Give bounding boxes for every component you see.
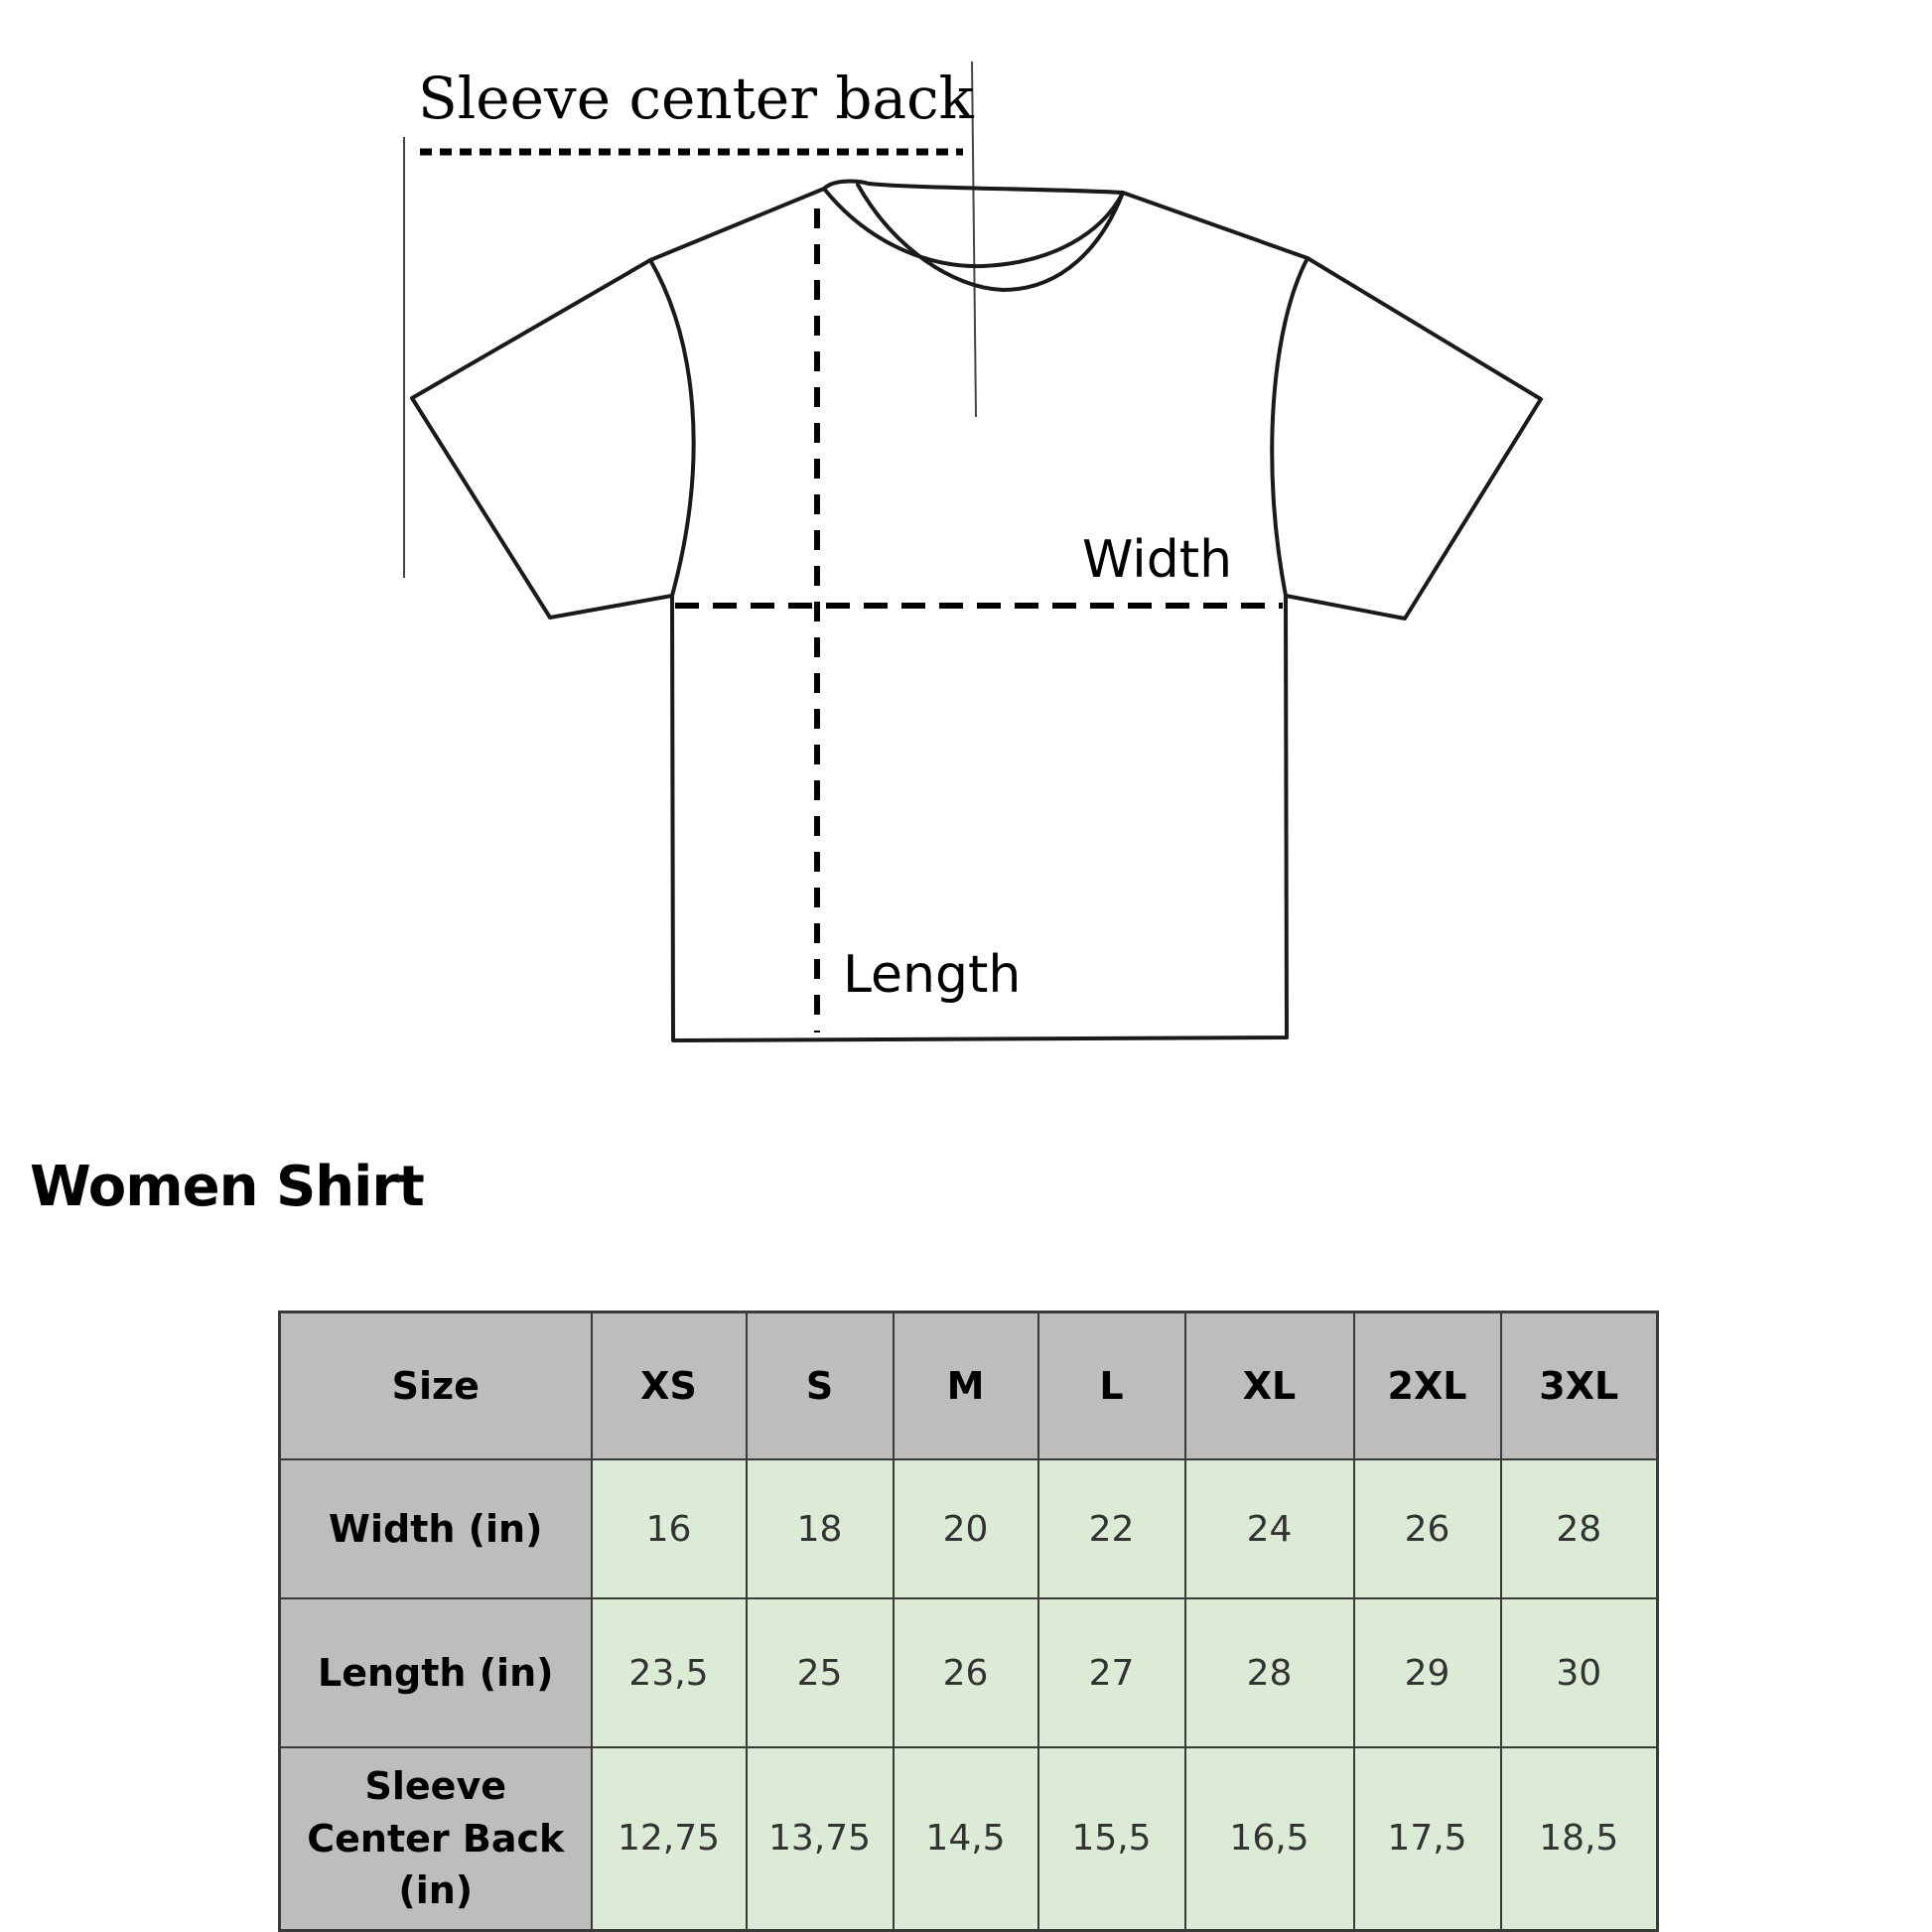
table-cell: 28 (1185, 1598, 1354, 1747)
table-cell: 22 (1038, 1459, 1185, 1598)
table-row-length (280, 1598, 1658, 1747)
size-3xl: 3XL (1501, 1312, 1658, 1460)
table-cell: 30 (1501, 1598, 1658, 1747)
table-cell: 20 (894, 1459, 1038, 1598)
row-label: Length (in) (280, 1598, 592, 1747)
size-xl: XL (1185, 1312, 1354, 1460)
sleeve-center-back-label: Sleeve center back (418, 65, 974, 132)
row-label: Sleeve Center Back (in) (280, 1747, 592, 1930)
table-cell: 18,5 (1501, 1747, 1658, 1930)
size-header: Size (280, 1312, 592, 1460)
size-xs: XS (592, 1312, 747, 1460)
table-row-sleeve (280, 1747, 1658, 1930)
table-cell: 15,5 (1038, 1747, 1185, 1930)
table-cell: 26 (1354, 1459, 1501, 1598)
width-label: Width (1082, 530, 1233, 590)
table-cell: 14,5 (894, 1747, 1038, 1930)
size-s: S (747, 1312, 894, 1460)
table-cell: 13,75 (747, 1747, 894, 1930)
size-l: L (1038, 1312, 1185, 1460)
chart-title: Women Shirt (30, 1155, 424, 1219)
row-label: Width (in) (280, 1459, 592, 1598)
table-cell: 25 (747, 1598, 894, 1747)
size-chart-table (278, 1311, 1659, 1932)
table-cell: 27 (1038, 1598, 1185, 1747)
table-cell: 26 (894, 1598, 1038, 1747)
table-cell: 23,5 (592, 1598, 747, 1747)
table-cell: 29 (1354, 1598, 1501, 1747)
table-cell: 16,5 (1185, 1747, 1354, 1930)
table-cell: 18 (747, 1459, 894, 1598)
size-2xl: 2XL (1354, 1312, 1501, 1460)
tshirt-outline (412, 182, 1541, 1040)
header-row (280, 1312, 1658, 1460)
table-cell: 24 (1185, 1459, 1354, 1598)
table-cell: 17,5 (1354, 1747, 1501, 1930)
table-row-width (280, 1459, 1658, 1598)
length-label: Length (843, 945, 1022, 1005)
size-m: M (894, 1312, 1038, 1460)
table-cell: 12,75 (592, 1747, 747, 1930)
table-cell: 28 (1501, 1459, 1658, 1598)
table-cell: 16 (592, 1459, 747, 1598)
